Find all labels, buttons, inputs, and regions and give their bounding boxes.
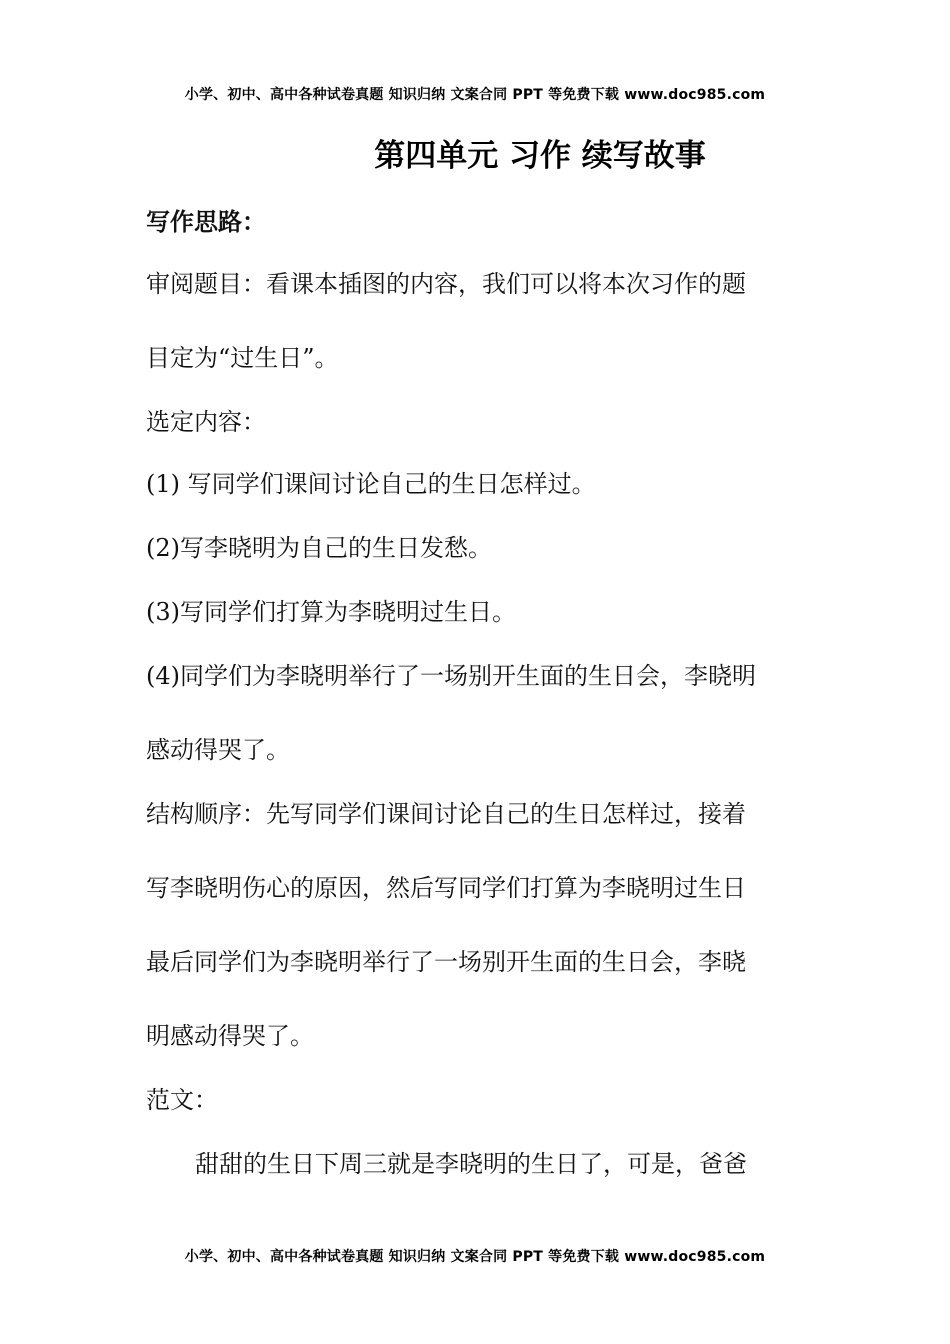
- page-footer: 小学、初中、高中各种试卷真题 知识归纳 文案合同 PPT 等免费下载 www.doc985.com: [184, 1249, 766, 1265]
- list-item: (4)同学们为李晓明举行了一场别开生面的生日会，李晓明: [146, 662, 756, 690]
- paragraph-line: 选定内容：: [146, 408, 266, 436]
- paragraph-line: 结构顺序：先写同学们课间讨论自己的生日怎样过，接着: [146, 800, 746, 828]
- section-heading-writing-ideas: 写作思路：: [146, 208, 266, 236]
- paragraph-line: 写李晓明伤心的原因，然后写同学们打算为李晓明过生日: [146, 874, 746, 902]
- page-header: 小学、初中、高中各种试卷真题 知识归纳 文案合同 PPT 等免费下载 www.doc985.com: [184, 87, 766, 103]
- paragraph-line: 最后同学们为李晓明举行了一场别开生面的生日会，李晓: [146, 948, 746, 976]
- list-item: (1) 写同学们课间讨论自己的生日怎样过。: [146, 470, 596, 498]
- paragraph-line: 感动得哭了。: [146, 736, 290, 764]
- paragraph-line: 明感动得哭了。: [146, 1022, 314, 1050]
- essay-first-line: 甜甜的生日下周三就是李晓明的生日了，可是，爸爸: [195, 1150, 747, 1178]
- paragraph-line: 审阅题目：看课本插图的内容，我们可以将本次习作的题: [146, 270, 746, 298]
- paragraph-line: 范文：: [146, 1086, 218, 1114]
- list-item: (3)写同学们打算为李晓明过生日。: [146, 598, 516, 626]
- paragraph-line: 目定为“过生日”。: [146, 344, 339, 372]
- list-item: (2)写李晓明为自己的生日发愁。: [146, 534, 492, 562]
- page-title: 第四单元 习作 续写故事: [374, 138, 706, 174]
